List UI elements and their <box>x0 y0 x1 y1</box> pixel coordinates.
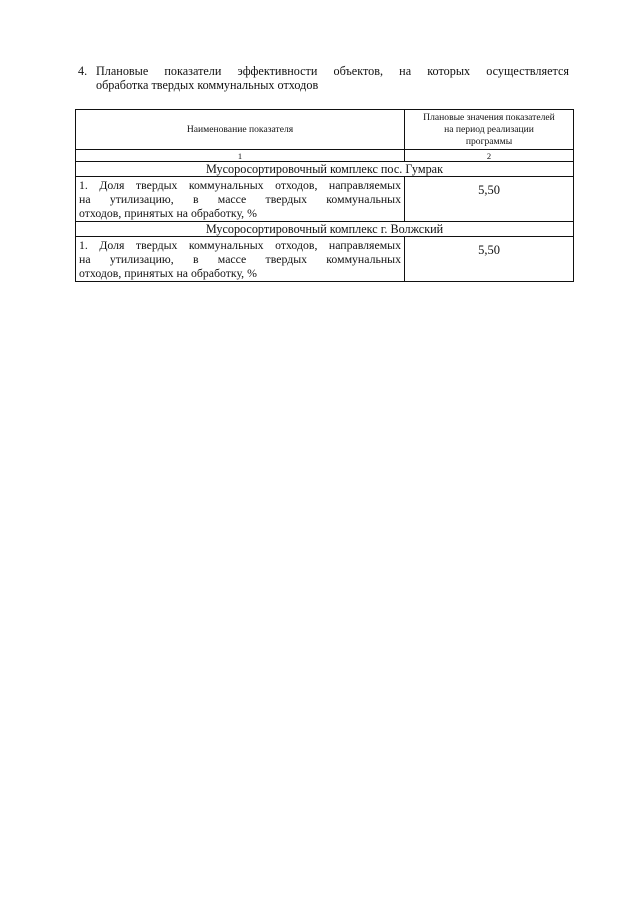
section-title: Мусоросортировочный комплекс пос. Гумрак <box>76 162 574 177</box>
col2-number: 2 <box>405 150 574 162</box>
indicator-line: отходов, принятых на обработку, % <box>79 266 257 280</box>
column-number-row <box>76 150 574 162</box>
heading-text-1: Плановые показатели эффективности объектов, на которых осуществляется <box>96 64 569 78</box>
col2-header-line: программы <box>465 135 513 147</box>
col2-header-line: Плановые значения показателей <box>423 111 555 123</box>
indicator-row <box>76 177 574 222</box>
indicator-row <box>76 237 574 282</box>
section-title: Мусоросортировочный комплекс г. Волжский <box>76 222 574 237</box>
col2-header <box>405 110 574 150</box>
heading-line-2: обработка твердых коммунальных отходов <box>96 78 319 92</box>
col1-header: Наименование показателя <box>76 110 405 150</box>
col2-header-line: на период реализации <box>444 123 534 135</box>
indicator-name <box>76 237 405 282</box>
indicator-name <box>76 177 405 222</box>
indicator-line: 1. Доля твердых коммунальных отходов, направляемых <box>79 178 401 192</box>
indicator-line: 1. Доля твердых коммунальных отходов, направляемых <box>79 238 401 252</box>
col1-number: 1 <box>76 150 405 162</box>
heading-line-1 <box>78 64 569 78</box>
indicator-line: отходов, принятых на обработку, % <box>79 206 257 220</box>
heading-number: 4. <box>78 64 88 78</box>
indicator-line: на утилизацию, в массе твердых коммунальных <box>79 192 401 206</box>
indicator-value: 5,50 <box>405 177 574 222</box>
indicator-value: 5,50 <box>405 237 574 282</box>
indicator-line: на утилизацию, в массе твердых коммунальных <box>79 252 401 266</box>
indicators-table <box>75 109 574 282</box>
section-row <box>76 222 574 237</box>
header-row <box>76 110 574 150</box>
section-row <box>76 162 574 177</box>
section-heading <box>78 64 569 92</box>
